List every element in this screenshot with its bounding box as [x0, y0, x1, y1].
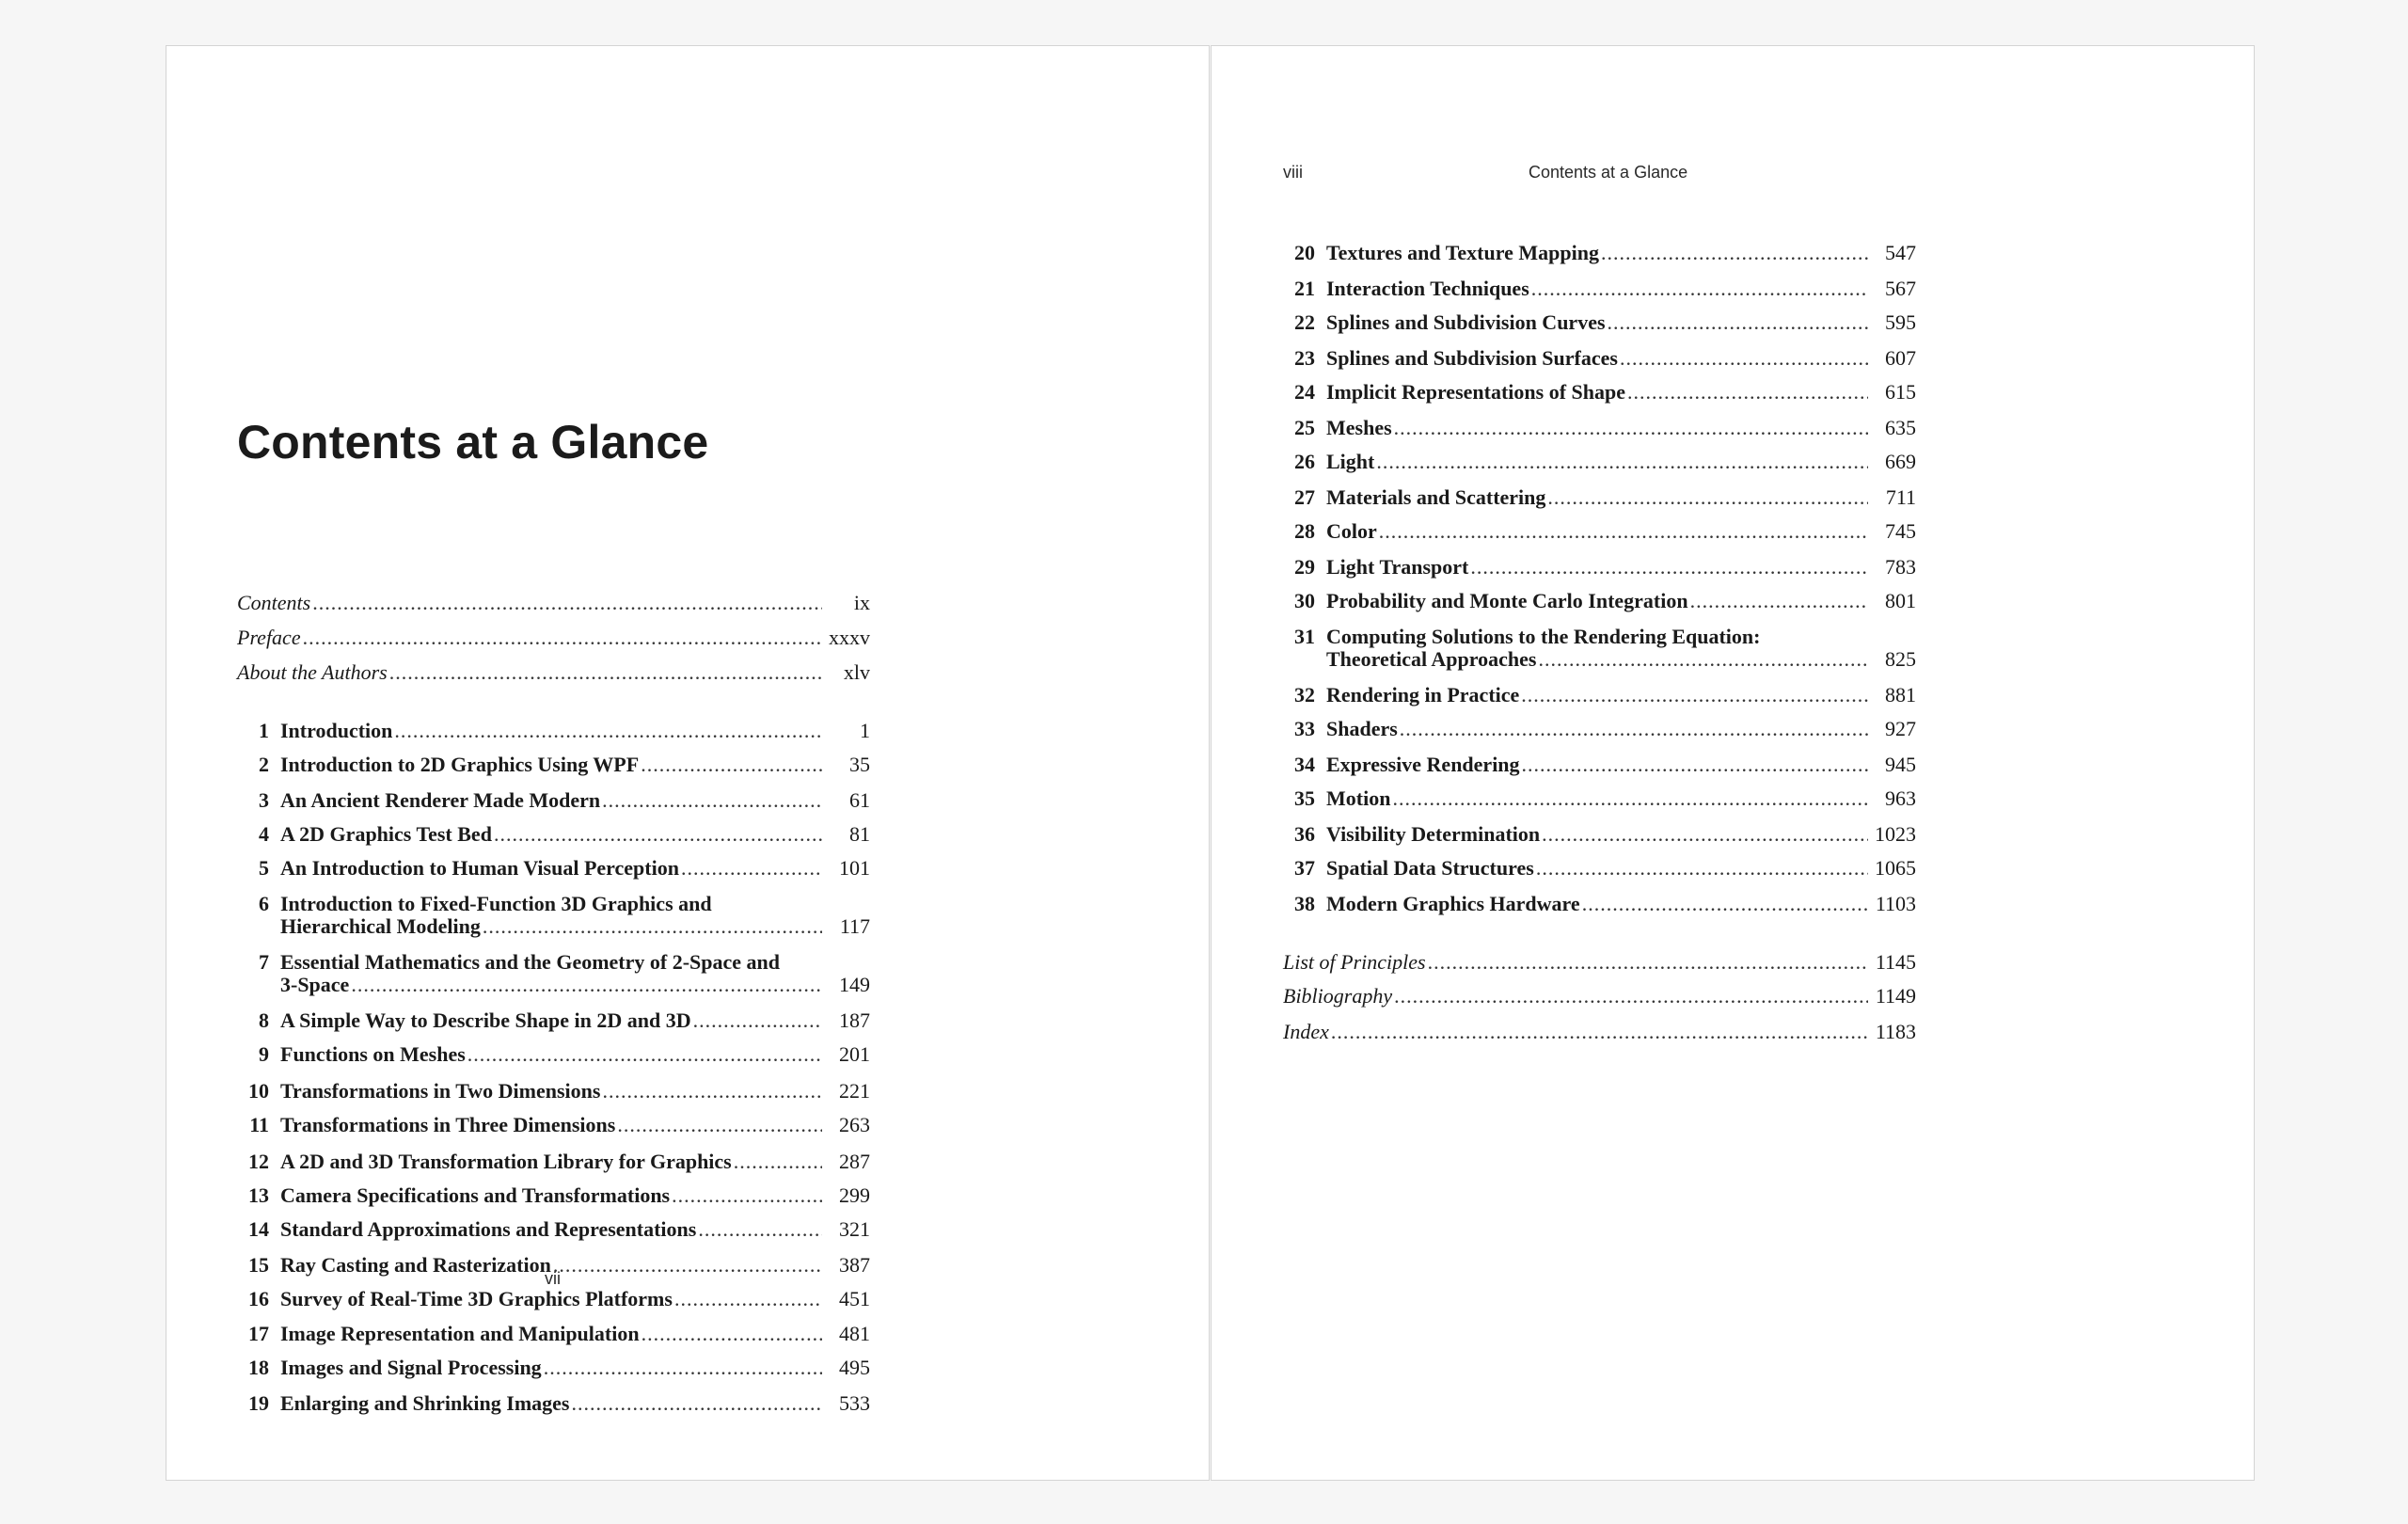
- chapter-number: 26: [1294, 450, 1315, 473]
- page-ref: 101: [839, 856, 870, 880]
- left-page: [166, 45, 1210, 1481]
- page-number: viii: [1283, 163, 1303, 182]
- page-ref: 945: [1885, 753, 1916, 776]
- page-ref: 187: [839, 1008, 870, 1032]
- chapter-title: Images and Signal Processing: [280, 1356, 542, 1379]
- entry-line: [1326, 381, 1916, 404]
- page-ref: 1: [860, 719, 870, 742]
- chapter-title: Functions on Meshes: [280, 1042, 466, 1066]
- dot-leader: [394, 720, 822, 742]
- entry-title-block: [1326, 718, 1916, 740]
- entry-title-block: [280, 951, 870, 996]
- entry-title-block: [280, 1184, 870, 1207]
- chapter-number: 33: [1294, 717, 1315, 740]
- entry-line: [280, 1184, 870, 1207]
- page-ref: 61: [849, 788, 870, 812]
- dot-leader: [1470, 556, 1868, 579]
- entry-title-block: [280, 857, 870, 880]
- page-ref: 595: [1885, 310, 1916, 334]
- entry-title-block: [1326, 590, 1916, 612]
- entry-line: [1326, 278, 1916, 300]
- chapter-number: 24: [1294, 380, 1315, 404]
- dot-leader: [602, 789, 822, 812]
- dot-leader: [674, 1288, 822, 1310]
- entry-title-block: [1326, 278, 1916, 300]
- chapter-number: 32: [1294, 683, 1315, 706]
- entry-line: [280, 857, 870, 880]
- entry-line: [1326, 242, 1916, 264]
- entry-line: [280, 754, 870, 776]
- chapter-number: 23: [1294, 346, 1315, 370]
- chapter-title-line: Essential Mathematics and the Geometry of 2-Space and: [280, 950, 781, 974]
- dot-leader: [467, 1043, 822, 1066]
- chapter-title: Materials and Scattering: [1326, 485, 1546, 509]
- entry-title-block: [1283, 951, 1916, 974]
- entry-line: [1283, 951, 1916, 974]
- entry-title-block: [1326, 451, 1916, 473]
- entry-line: [1326, 754, 1916, 776]
- page-number: vii: [545, 1269, 561, 1288]
- dot-leader: [1394, 985, 1868, 1008]
- entry-title-block: [1326, 417, 1916, 439]
- chapter-title: Implicit Representations of Shape: [1326, 380, 1625, 404]
- entry-title-block: [1326, 626, 1916, 671]
- chapter-number: 21: [1294, 277, 1315, 300]
- dot-leader: [1547, 486, 1868, 509]
- entry-line: [280, 1080, 870, 1103]
- front-matter-title: List of Principles: [1283, 950, 1426, 974]
- chapter-title: Interaction Techniques: [1326, 277, 1529, 300]
- chapter-number: 25: [1294, 416, 1315, 439]
- chapter-number: 34: [1294, 753, 1315, 776]
- entry-line: [280, 1043, 870, 1066]
- entry-line: [237, 627, 870, 649]
- entry-title-block: [1326, 787, 1916, 810]
- chapter-title: Survey of Real-Time 3D Graphics Platforms: [280, 1287, 673, 1310]
- page-ref: 801: [1885, 589, 1916, 612]
- front-matter-title: About the Authors: [237, 660, 388, 684]
- entry-line: [1326, 787, 1916, 810]
- page-ref: 711: [1885, 485, 1916, 509]
- page-ref: 1145: [1875, 950, 1916, 974]
- chapter-title: Transformations in Three Dimensions: [280, 1113, 616, 1136]
- dot-leader: [1428, 951, 1868, 974]
- chapter-number: 30: [1294, 589, 1315, 612]
- chapter-title: Theoretical Approaches: [1326, 647, 1537, 671]
- chapter-number: 17: [248, 1322, 269, 1345]
- chapter-number: 22: [1294, 310, 1315, 334]
- page-ref: 1103: [1875, 892, 1916, 915]
- chapter-title: A 2D and 3D Transformation Library for Graphics: [280, 1150, 732, 1173]
- chapter-number: 15: [248, 1253, 269, 1277]
- chapter-number: 4: [259, 822, 269, 846]
- page-ref: 149: [839, 973, 870, 996]
- entry-title-block: [1326, 381, 1916, 404]
- dot-leader: [1536, 857, 1868, 880]
- dot-leader: [494, 823, 822, 846]
- chapter-title-line: Computing Solutions to the Rendering Equation:: [1326, 625, 1761, 648]
- dot-leader: [1400, 718, 1868, 740]
- entry-title-block: [1326, 754, 1916, 776]
- chapter-title: Splines and Subdivision Surfaces: [1326, 346, 1618, 370]
- chapter-number: 14: [248, 1217, 269, 1241]
- dot-leader: [698, 1218, 822, 1241]
- dot-leader: [1538, 648, 1868, 671]
- chapter-title: Rendering in Practice: [1326, 683, 1520, 706]
- chapter-number: 36: [1294, 822, 1315, 846]
- dot-leader: [1608, 311, 1868, 334]
- dot-leader: [303, 627, 822, 649]
- chapter-number: 1: [259, 719, 269, 742]
- chapter-title: Hierarchical Modeling: [280, 914, 481, 938]
- chapter-title: 3-Space: [280, 973, 350, 996]
- dot-leader: [681, 857, 822, 880]
- chapter-title: Standard Approximations and Representations: [280, 1217, 697, 1241]
- entry-title-block: [280, 893, 870, 938]
- entry-line: [280, 1218, 870, 1241]
- page-ref: 1149: [1875, 984, 1916, 1008]
- chapter-number: 20: [1294, 241, 1315, 264]
- chapter-number: 18: [248, 1356, 269, 1379]
- page-ref: 495: [839, 1356, 870, 1379]
- page-ref: 635: [1885, 416, 1916, 439]
- dot-leader: [553, 1254, 822, 1277]
- page-ref: 825: [1885, 647, 1916, 671]
- page-ref: 299: [839, 1183, 870, 1207]
- entry-line: [280, 915, 870, 938]
- entry-title-block: [280, 1114, 870, 1136]
- entry-line: [1326, 417, 1916, 439]
- entry-line: [1326, 718, 1916, 740]
- page-title: Contents at a Glance: [237, 416, 709, 468]
- chapter-number: 8: [259, 1008, 269, 1032]
- entry-line: [1326, 451, 1916, 473]
- entry-title-block: [237, 627, 870, 649]
- dot-leader: [602, 1080, 822, 1103]
- page-ref: 263: [839, 1113, 870, 1136]
- entry-title-block: [1283, 985, 1916, 1008]
- front-matter-title: Preface: [237, 626, 301, 649]
- entry-title-block: [237, 592, 870, 614]
- entry-title-block: [1326, 242, 1916, 264]
- chapter-title: Expressive Rendering: [1326, 753, 1520, 776]
- page-ref: 1023: [1875, 822, 1916, 846]
- page-ref: 607: [1885, 346, 1916, 370]
- entry-title-block: [1326, 486, 1916, 509]
- chapter-title: Introduction: [280, 719, 393, 742]
- entry-title-block: [280, 1392, 870, 1415]
- entry-title-block: [1326, 893, 1916, 915]
- entry-line: [280, 1323, 870, 1345]
- entry-title-block: [280, 789, 870, 812]
- entry-line: [1326, 486, 1916, 509]
- page-ref: xxxv: [829, 626, 870, 649]
- chapter-title: Meshes: [1326, 416, 1392, 439]
- chapter-number: 19: [248, 1391, 269, 1415]
- entry-title-block: [1283, 1021, 1916, 1043]
- entry-line: [280, 1288, 870, 1310]
- page-ref: 387: [839, 1253, 870, 1277]
- entry-line: [280, 720, 870, 742]
- page-ref: 963: [1885, 786, 1916, 810]
- chapter-title: Light: [1326, 450, 1375, 473]
- chapter-title: Color: [1326, 519, 1377, 543]
- front-matter-title: Bibliography: [1283, 984, 1393, 1008]
- page-ref: 567: [1885, 277, 1916, 300]
- chapter-number: 2: [259, 753, 269, 776]
- chapter-title: Transformations in Two Dimensions: [280, 1079, 601, 1103]
- front-matter-title: Contents: [237, 591, 311, 614]
- entry-line: [280, 974, 870, 996]
- chapter-title: Probability and Monte Carlo Integration: [1326, 589, 1688, 612]
- page-ref: 81: [849, 822, 870, 846]
- chapter-title-line: Introduction to Fixed-Function 3D Graphics and: [280, 892, 712, 915]
- entry-title-block: [1326, 520, 1916, 543]
- running-header: Contents at a Glance: [1529, 163, 1688, 182]
- entry-line: [280, 1254, 870, 1277]
- page-ref: 451: [839, 1287, 870, 1310]
- chapter-number: 31: [1294, 625, 1315, 648]
- page-ref: 287: [839, 1150, 870, 1173]
- dot-leader: [483, 915, 822, 938]
- dot-leader: [1620, 347, 1868, 370]
- entry-line: [280, 1009, 870, 1032]
- dot-leader: [1522, 754, 1868, 776]
- chapter-title: Introduction to 2D Graphics Using WPF: [280, 753, 640, 776]
- entry-title-block: [280, 1288, 870, 1310]
- entry-title-block: [280, 1151, 870, 1173]
- dot-leader: [1542, 823, 1868, 846]
- dot-leader: [351, 974, 822, 996]
- page-ref: 201: [839, 1042, 870, 1066]
- page-ref: 35: [849, 753, 870, 776]
- entry-title-block: [280, 1009, 870, 1032]
- entry-line: [1326, 684, 1916, 706]
- dot-leader: [693, 1009, 822, 1032]
- page-ref: 321: [839, 1217, 870, 1241]
- chapter-number: 10: [248, 1079, 269, 1103]
- page-ref: 927: [1885, 717, 1916, 740]
- chapter-title: Image Representation and Manipulation: [280, 1322, 640, 1345]
- page-ref: 745: [1885, 519, 1916, 543]
- chapter-number: 3: [259, 788, 269, 812]
- entry-line: [1283, 985, 1916, 1008]
- entry-title-block: [1326, 311, 1916, 334]
- entry-line: [280, 1151, 870, 1173]
- entry-title-block: [280, 1254, 870, 1277]
- chapter-number: 13: [248, 1183, 269, 1207]
- entry-line: [1326, 648, 1916, 671]
- page-ref: 669: [1885, 450, 1916, 473]
- chapter-title: Camera Specifications and Transformations: [280, 1183, 671, 1207]
- chapter-title: Splines and Subdivision Curves: [1326, 310, 1606, 334]
- entry-line: [237, 661, 870, 684]
- dot-leader: [1582, 893, 1868, 915]
- entry-line: [1326, 893, 1916, 915]
- entry-title-block: [280, 823, 870, 846]
- chapter-number: 38: [1294, 892, 1315, 915]
- entry-title-block: [280, 1357, 870, 1379]
- page-ref: ix: [853, 591, 870, 614]
- dot-leader: [1394, 417, 1868, 439]
- page-ref: 1065: [1875, 856, 1916, 880]
- page-ref: 1183: [1875, 1020, 1916, 1043]
- page-ref: 533: [839, 1391, 870, 1415]
- chapter-number: 37: [1294, 856, 1315, 880]
- entry-line: [280, 789, 870, 812]
- dot-leader: [1392, 787, 1868, 810]
- page-ref: 547: [1885, 241, 1916, 264]
- dot-leader: [1376, 451, 1868, 473]
- dot-leader: [734, 1151, 822, 1173]
- dot-leader: [642, 1323, 822, 1345]
- entry-line: [1326, 857, 1916, 880]
- entry-line: [1326, 823, 1916, 846]
- page-ref: xlv: [843, 660, 870, 684]
- dot-leader: [641, 754, 822, 776]
- chapter-title: A Simple Way to Describe Shape in 2D and 3D: [280, 1008, 691, 1032]
- entry-title-block: [1326, 823, 1916, 846]
- chapter-title: Visibility Determination: [1326, 822, 1541, 846]
- chapter-number: 28: [1294, 519, 1315, 543]
- entry-line: [280, 823, 870, 846]
- entry-line: [237, 592, 870, 614]
- entry-line: [1326, 520, 1916, 543]
- page-ref: 783: [1885, 555, 1916, 579]
- entry-title-block: [280, 754, 870, 776]
- entry-line: [1326, 347, 1916, 370]
- dot-leader: [571, 1392, 822, 1415]
- chapter-number: 9: [259, 1042, 269, 1066]
- entry-line: [1326, 311, 1916, 334]
- chapter-number: 16: [248, 1287, 269, 1310]
- entry-title-block: [1326, 857, 1916, 880]
- chapter-title: An Ancient Renderer Made Modern: [280, 788, 601, 812]
- entry-line: [280, 1114, 870, 1136]
- entry-line: [280, 1357, 870, 1379]
- dot-leader: [1601, 242, 1868, 264]
- chapter-number: 29: [1294, 555, 1315, 579]
- entry-title-block: [237, 661, 870, 684]
- entry-title-block: [280, 1080, 870, 1103]
- dot-leader: [1521, 684, 1868, 706]
- chapter-title: Textures and Texture Mapping: [1326, 241, 1599, 264]
- chapter-title: Shaders: [1326, 717, 1398, 740]
- entry-title-block: [1326, 347, 1916, 370]
- chapter-number: 12: [248, 1150, 269, 1173]
- page-ref: 117: [839, 914, 870, 938]
- page-ref: 881: [1885, 683, 1916, 706]
- entry-line: [1326, 590, 1916, 612]
- entry-title-block: [280, 720, 870, 742]
- dot-leader: [1331, 1021, 1868, 1043]
- page-ref: 221: [839, 1079, 870, 1103]
- chapter-title: Motion: [1326, 786, 1391, 810]
- entry-title-block: [280, 1043, 870, 1066]
- chapter-number: 6: [259, 892, 269, 915]
- entry-title-block: [280, 1218, 870, 1241]
- chapter-title: Modern Graphics Hardware: [1326, 892, 1580, 915]
- dot-leader: [1379, 520, 1868, 543]
- chapter-title: Ray Casting and Rasterization: [280, 1253, 551, 1277]
- chapter-title: Light Transport: [1326, 555, 1469, 579]
- dot-leader: [544, 1357, 822, 1379]
- chapter-number: 5: [259, 856, 269, 880]
- chapter-title: An Introduction to Human Visual Perception: [280, 856, 679, 880]
- chapter-title: Enlarging and Shrinking Images: [280, 1391, 570, 1415]
- entry-line: [1283, 1021, 1916, 1043]
- chapter-number: 27: [1294, 485, 1315, 509]
- dot-leader: [617, 1114, 822, 1136]
- chapter-number: 11: [249, 1113, 269, 1136]
- entry-title-block: [1326, 684, 1916, 706]
- chapter-number: 7: [259, 950, 269, 974]
- entry-title-block: [1326, 556, 1916, 579]
- front-matter-title: Index: [1283, 1020, 1329, 1043]
- dot-leader: [672, 1184, 822, 1207]
- dot-leader: [1627, 381, 1868, 404]
- entry-line: [1326, 556, 1916, 579]
- entry-title-block: [280, 1323, 870, 1345]
- dot-leader: [312, 592, 822, 614]
- page-ref: 615: [1885, 380, 1916, 404]
- chapter-title: Spatial Data Structures: [1326, 856, 1534, 880]
- page-ref: 481: [839, 1322, 870, 1345]
- chapter-title: A 2D Graphics Test Bed: [280, 822, 492, 846]
- entry-line: [280, 1392, 870, 1415]
- dot-leader: [1531, 278, 1868, 300]
- chapter-number: 35: [1294, 786, 1315, 810]
- dot-leader: [389, 661, 822, 684]
- right-page: [1211, 45, 2255, 1481]
- dot-leader: [1690, 590, 1868, 612]
